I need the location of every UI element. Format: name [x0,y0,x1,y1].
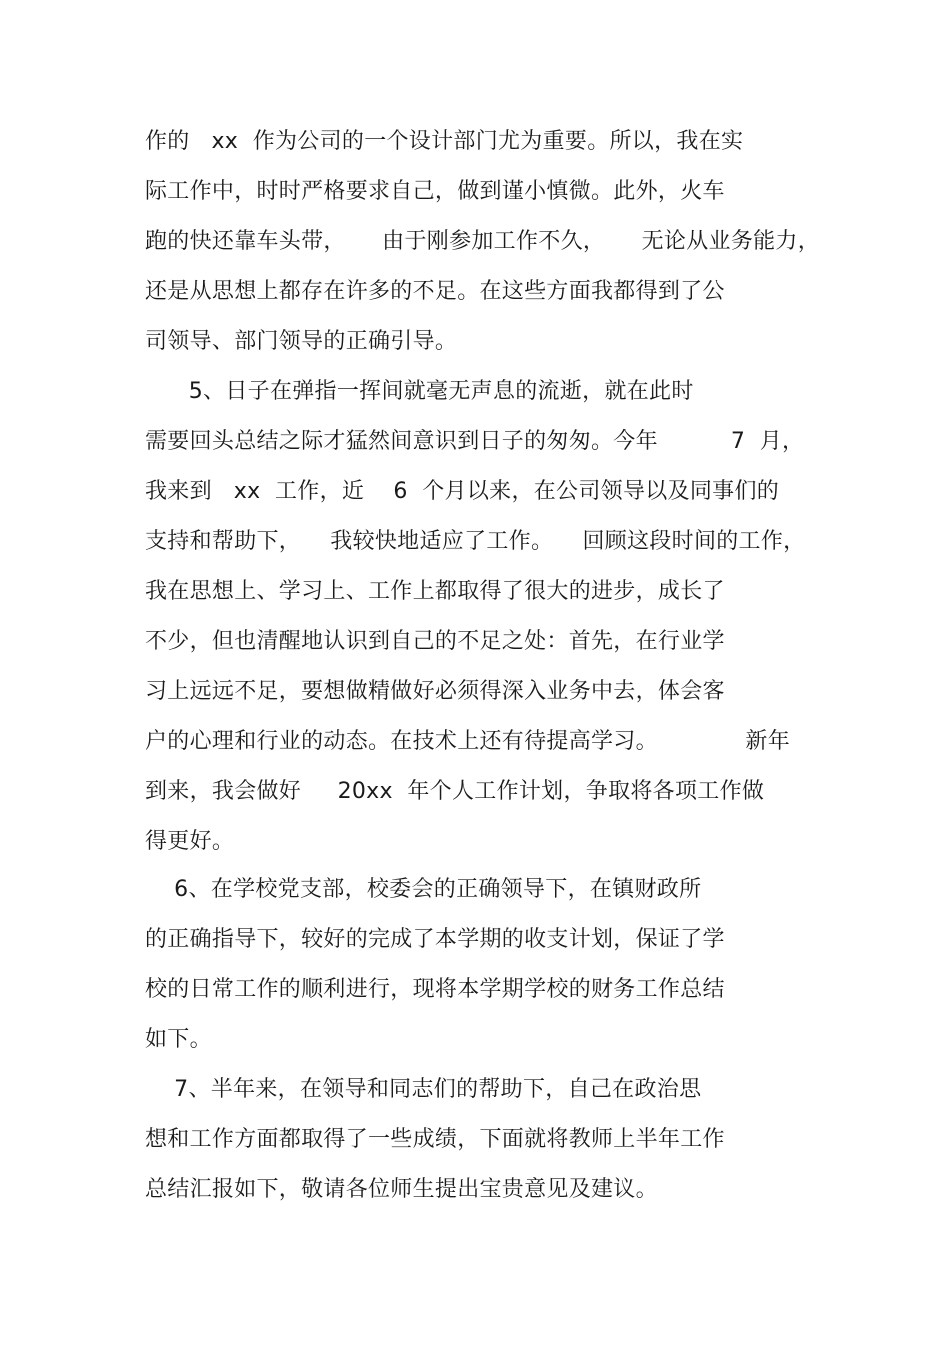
paragraph-1-line-5: 司领导、部门领导的正确引导。 [145,329,458,354]
paragraph-2-line-3: 我来到 xx 工作，近 6 个月以来，在公司领导以及同事们的 [145,479,780,504]
paragraph-4-line-2: 想和工作方面都取得了一些成绩，下面就将教师上半年工作 [145,1127,725,1152]
paragraph-2-line-6: 不少，但也清醒地认识到自己的不足之处：首先，在行业学 [145,629,725,654]
paragraph-2-line-7: 习上远远不足，要想做精做好必须得深入业务中去，体会客 [145,679,725,704]
paragraph-1-line-2: 际工作中，时时严格要求自己，做到谨小慎微。此外，火车 [145,179,725,204]
paragraph-4-line-1: 7、半年来，在领导和同志们的帮助下，自己在政治思 [145,1077,702,1102]
paragraph-2-line-4: 支持和帮助下， 我较快地适应了工作。 回顾这段时间的工作， [145,529,806,554]
paragraph-2-line-10: 得更好。 [145,829,235,854]
paragraph-4-line-3: 总结汇报如下，敬请各位师生提出宝贵意见及建议。 [145,1177,658,1202]
paragraph-2-line-1: 5、日子在弹指一挥间就毫无声息的流逝，就在此时 [145,379,694,404]
paragraph-3-line-2: 的正确指导下，较好的完成了本学期的收支计划，保证了学 [145,927,725,952]
paragraph-2-line-2: 需要回头总结之际才猛然间意识到日子的匆匆。今年 7 月， [145,429,805,454]
paragraph-1-line-4: 还是从思想上都存在许多的不足。在这些方面我都得到了公 [145,279,725,304]
paragraph-2-line-9: 到来，我会做好 20xx 年个人工作计划，争取将各项工作做 [145,779,765,804]
paragraph-1-line-3: 跑的快还靠车头带， 由于刚参加工作不久， 无论从业务能力， [145,229,821,254]
paragraph-1-line-1: 作的 xx 作为公司的一个设计部门尤为重要。所以，我在实 [145,129,744,154]
paragraph-3-line-3: 校的日常工作的顺利进行，现将本学期学校的财务工作总结 [145,977,725,1002]
paragraph-3-line-4: 如下。 [145,1027,212,1052]
paragraph-3-line-1: 6、在学校党支部，校委会的正确领导下，在镇财政所 [145,877,702,902]
paragraph-2-line-8: 户的心理和行业的动态。在技术上还有待提高学习。 新年 [145,729,791,754]
paragraph-2-line-5: 我在思想上、学习上、工作上都取得了很大的进步，成长了 [145,579,725,604]
